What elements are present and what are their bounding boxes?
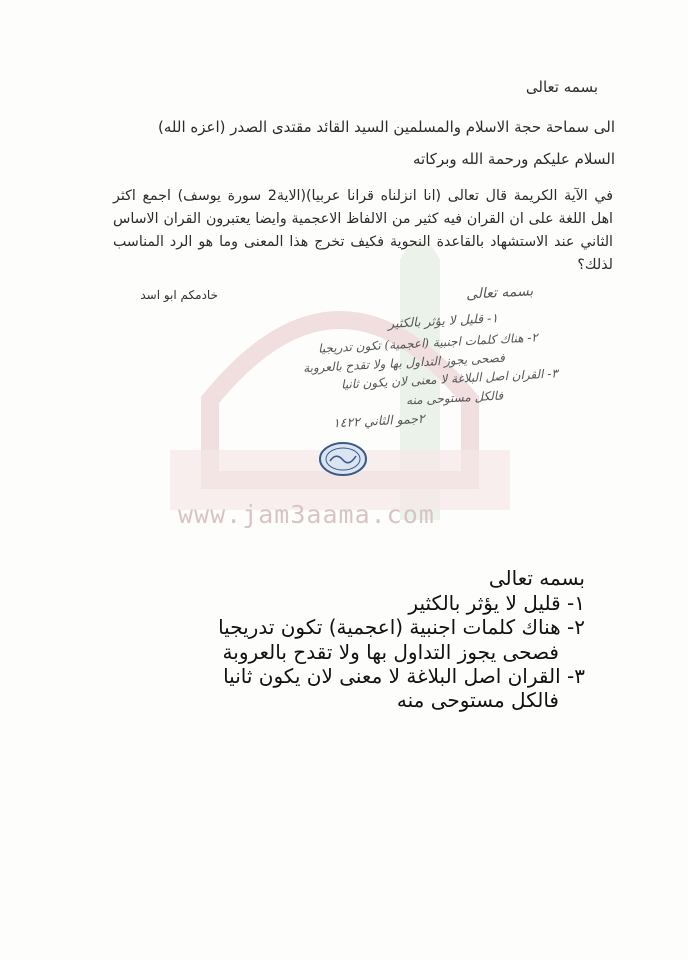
seal-stamp — [318, 440, 368, 478]
handwritten-line-1: ١- قليل لا يؤثر بالكثير — [387, 310, 499, 331]
transcription-line-3: فصحى يجوز التداول بها ولا تقدح بالعروبة — [222, 640, 559, 664]
transcription-opening: بسمه تعالى — [488, 566, 585, 590]
transcription-line-1: ١- قليل لا يؤثر بالكثير — [408, 591, 585, 615]
handwritten-line-5: فالكل مستوحى منه — [405, 388, 504, 408]
letter-opening: بسمه تعالى — [525, 78, 598, 96]
letter-signer: خادمكم ابو اسد — [140, 288, 218, 302]
letter-address: الى سماحة حجة الاسلام والمسلمين السيد القائد مقتدى الصدر (اعزه الله) — [158, 118, 615, 136]
transcription-line-5: فالكل مستوحى منه — [396, 688, 559, 712]
handwritten-line-4: ٣- القران اصل البلاغة لا معنى لان يكون ثانيا — [340, 366, 559, 392]
watermark-url: www.jam3aama.com — [178, 500, 435, 529]
transcription-line-2: ٢- هناك كلمات اجنبية (اعجمية) تكون تدريجيا — [218, 615, 585, 639]
handwritten-line-3: فصحى يجوز التداول بها ولا تقدح بالعروبة — [302, 350, 506, 376]
letter-question: في الآية الكريمة قال تعالى (انا انزلناه قرانا عربيا)(الاية2 سورة يوسف) اجمع اكثر اهل اللغة على ان القران فيه كثير من الالفاظ الاعجمية وايضا يعتبرون القران الاساس الثاني عند الاستشهاد بالقاعدة النحوية فكيف تخرج هذا المعنى وما هو الرد المناسب لذلك؟ — [113, 188, 613, 273]
letter-greeting: السلام عليكم ورحمة الله وبركاته — [413, 150, 615, 168]
transcription-line-4: ٣- القران اصل البلاغة لا معنى لان يكون ثانيا — [223, 664, 585, 688]
handwritten-line-2: ٢- هناك كلمات اجنبية (اعجمية) تكون تدريجيا — [317, 330, 539, 356]
handwritten-opening: بسمه تعالى — [465, 283, 534, 303]
handwritten-date: ٢جمو الثاني ١٤٢٢ — [332, 410, 426, 431]
